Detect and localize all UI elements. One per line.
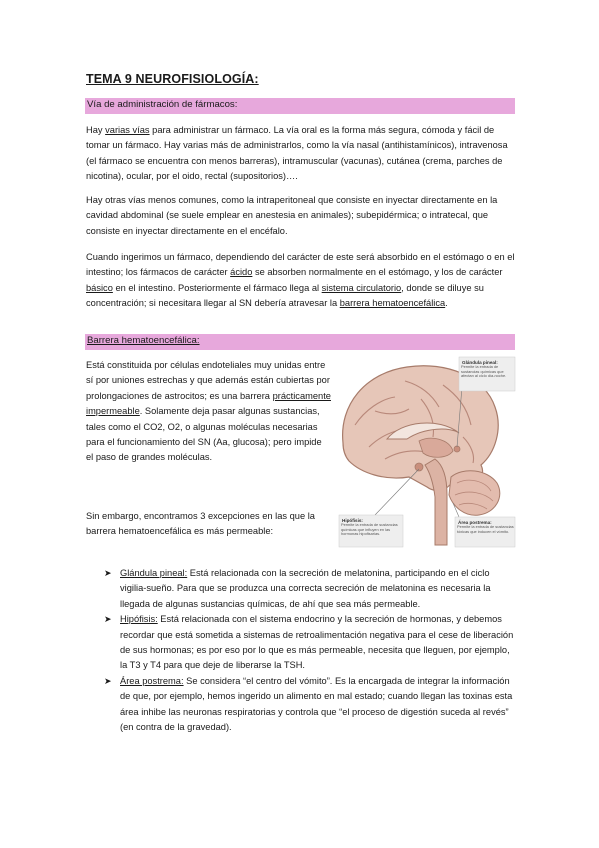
section-header-band-barrera: [85, 334, 515, 350]
paragraph-vias: [86, 123, 516, 185]
bullet-term: Glándula pineal:: [120, 568, 188, 578]
label-glandula-text: Permite la entrada de sustancias químicas que afectan al ciclo día-noche.: [461, 365, 507, 379]
section-header-barrera: Barrera hematoencefálica:: [87, 335, 200, 346]
brain-illustration-icon: [335, 355, 517, 549]
label-glandula-title: Glándula pineal:: [462, 360, 498, 365]
paragraph-excepciones: Sin embargo, encontramos 3 excepciones en las que la barrera hematoencefálica es más permeable:: [86, 511, 315, 537]
bullet-term: Hipófisis:: [120, 614, 158, 625]
brain-figure: [335, 355, 517, 549]
arrow-right-bullet-icon: ➤: [104, 614, 112, 625]
bullet-term: Área postrema:: [120, 675, 184, 686]
arrow-right-bullet-icon: ➤: [104, 675, 112, 686]
text-run: para administrar un fármaco. La vía oral es la forma más segura, cómoda y fácil de tomar un fármaco. Hay varias más de administrarlos, como la vía nasal (antihistamínicos), intravenosa (el fármaco se encuentra con menos barreras), intramuscular (vacunas), cutánea (crema, parches de nicotina), ocular, por el oido, rectal (supositorios)….: [86, 125, 508, 182]
list-item: [104, 674, 516, 736]
text-run: Está constituida por células endoteliales muy unidas entre sí por uniones estrechas y que además están cubiertas por prolongaciones de astrocitos; es una barrera: [86, 360, 330, 401]
text-run: se absorben normalmente en el estómago, y los de carácter: [252, 267, 503, 278]
exceptions-list: [104, 566, 516, 735]
underlined-term-basico: básico: [86, 282, 113, 293]
section-header-band-administracion: [85, 98, 515, 114]
text-run: Cuando ingerimos un fármaco, dependiendo del carácter de este será absorbido en el estómago o en el intestino; los fármacos de carácter: [86, 252, 515, 278]
arrow-right-bullet-icon: ➤: [104, 568, 112, 578]
text-run: .: [445, 298, 448, 309]
underlined-term-varias-vias: varias vías: [105, 125, 150, 135]
bullet-text: Está relacionada con el sistema endocrino y la secreción de hormonas, y debemos recordar que está sometida a sistemas de retroalimentación negativa para el cese de liberación de sus hormonas; es por eso por lo que es más permeable, necesita que lleguen, por ejemplo, la T3 y T4 para que deje de liberarse la TSH.: [120, 614, 514, 671]
list-item: [104, 566, 516, 612]
paragraph-barrera: [86, 358, 331, 466]
label-area-title: Área postrema:: [458, 520, 492, 525]
label-area-text: Permite la entrada de sustancias tóxicas que inducen el vómito.: [457, 525, 514, 534]
text-run: . Solamente deja pasar algunas sustancias, tales como el CO2, O2, o algunas moléculas necesarias para el funcionamiento del SN (Aa, glucosa); pero impide el paso de grandes moléculas.: [86, 406, 322, 463]
underlined-term-acido: ácido: [230, 267, 253, 278]
bullet-text: Está relacionada con la secreción de melatonina, participando en el ciclo vigilia-sueño. Para que se produzca una correcta secreción de melatonina es necesaria la llegada de algunas sustancias químicas, de ahí que sea más permeable.: [120, 568, 491, 609]
page-title: TEMA 9 NEUROFISIOLOGÍA:: [86, 72, 259, 86]
underlined-term-impermeable: prácticamente impermeable: [86, 390, 331, 417]
paragraph-absorcion: [86, 250, 516, 312]
bullet-text: Se considera “el centro del vómito”. Es la encargada de integrar la información de que, por ejemplo, hemos ingerido un alimento en mal estado; cuando llegan las toxinas esta área inhibe las neuronas respiratorias y controla que “el proceso de digestión suceda al revés” (en contra de la gravedad).: [120, 675, 513, 733]
label-hipofisis-title: Hipófisis:: [342, 518, 363, 523]
underlined-term-barrera: barrera hematoencefálica: [339, 298, 446, 309]
underlined-term-sistema-circulatorio: sistema circulatorio: [321, 282, 402, 293]
label-hipofisis-text: Permite la entrada de sustancias químicas que influyen en las hormonas hipofisarias.: [341, 523, 398, 537]
text-run: Hay: [86, 125, 106, 135]
list-item: [104, 612, 516, 674]
section-header-administracion: Vía de administración de fármacos:: [87, 99, 238, 110]
text-run: , donde se diluye su concentración; si necesitara llegar al SN debería atravesar la: [86, 282, 484, 309]
paragraph-otras-vias: Hay otras vías menos comunes, como la intraperitoneal que consiste en inyectar directamente en la cavidad abdominal (se suele emplear en anestesia en animales); subepidérmica; o intratecal, que consiste en inyectar directamente en el encéfalo.: [86, 195, 498, 236]
text-run: en el intestino. Posteriormente el fármaco llega al: [112, 282, 322, 293]
